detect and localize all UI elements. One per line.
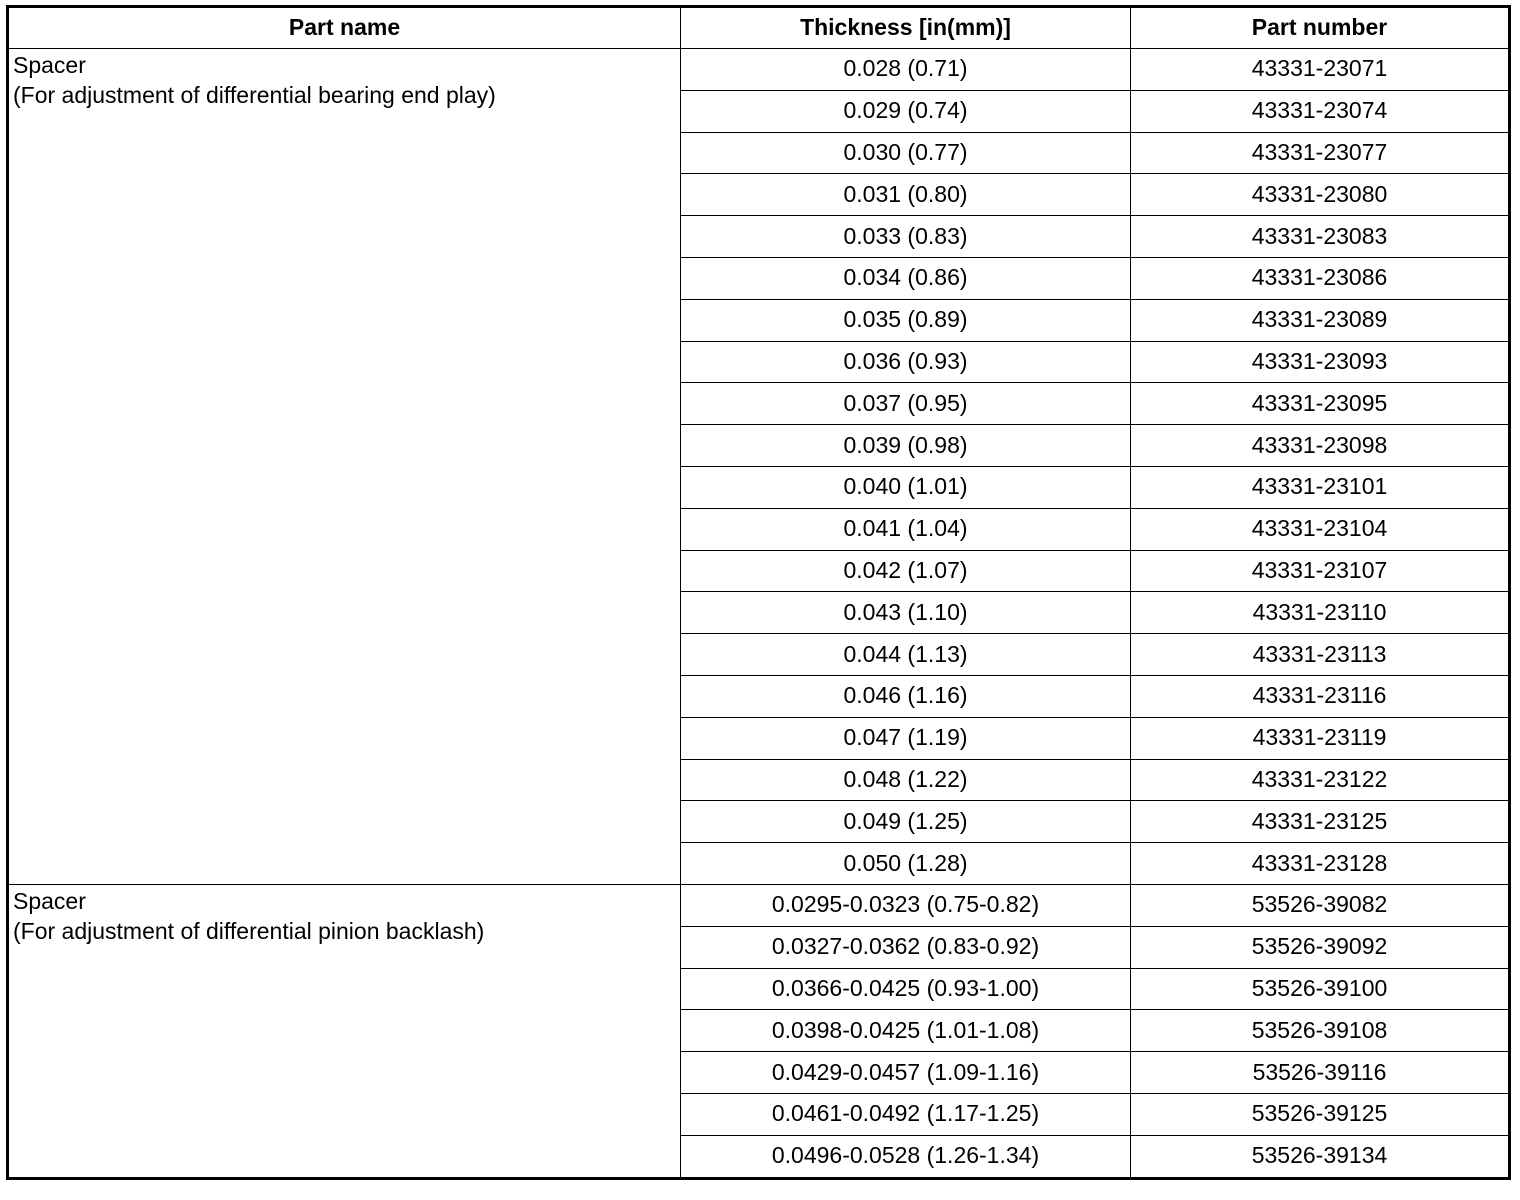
header-thickness: Thickness [in(mm)] [681,7,1131,49]
thickness-cell: 0.041 (1.04) [681,508,1131,550]
thickness-cell: 0.0366-0.0425 (0.93-1.00) [681,968,1131,1010]
thickness-cell: 0.046 (1.16) [681,675,1131,717]
thickness-cell: 0.0461-0.0492 (1.17-1.25) [681,1093,1131,1135]
thickness-cell: 0.0398-0.0425 (1.01-1.08) [681,1010,1131,1052]
part-number-cell: 43331-23125 [1131,801,1510,843]
part-number-cell: 43331-23077 [1131,132,1510,174]
part-number-cell: 43331-23128 [1131,843,1510,885]
part-number-cell: 43331-23083 [1131,216,1510,258]
thickness-cell: 0.031 (0.80) [681,174,1131,216]
part-number-cell: 43331-23093 [1131,341,1510,383]
part-number-cell: 43331-23119 [1131,717,1510,759]
thickness-cell: 0.0429-0.0457 (1.09-1.16) [681,1052,1131,1094]
thickness-cell: 0.029 (0.74) [681,90,1131,132]
thickness-cell: 0.048 (1.22) [681,759,1131,801]
part-number-cell: 43331-23104 [1131,508,1510,550]
table-row [8,884,1510,926]
thickness-cell: 0.037 (0.95) [681,383,1131,425]
part-number-cell: 43331-23107 [1131,550,1510,592]
part-name-cell [8,884,681,1178]
header-part-number: Part number [1131,7,1510,49]
thickness-cell: 0.034 (0.86) [681,257,1131,299]
part-number-cell: 53526-39100 [1131,968,1510,1010]
thickness-cell: 0.049 (1.25) [681,801,1131,843]
header-part-name: Part name [8,7,681,49]
table-body [8,49,1510,1179]
table-row [8,49,1510,91]
part-number-cell: 43331-23080 [1131,174,1510,216]
part-number-cell: 53526-39134 [1131,1135,1510,1178]
thickness-cell: 0.047 (1.19) [681,717,1131,759]
part-description: (For adjustment of differential bearing end play) [13,81,496,108]
part-number-cell: 43331-23095 [1131,383,1510,425]
thickness-cell: 0.0327-0.0362 (0.83-0.92) [681,926,1131,968]
part-number-cell: 43331-23074 [1131,90,1510,132]
thickness-cell: 0.042 (1.07) [681,550,1131,592]
part-number-cell: 53526-39125 [1131,1093,1510,1135]
part-number-cell: 43331-23116 [1131,675,1510,717]
thickness-cell: 0.033 (0.83) [681,216,1131,258]
parts-table [6,5,1511,1180]
part-number-cell: 43331-23086 [1131,257,1510,299]
part-number-cell: 43331-23098 [1131,425,1510,467]
thickness-cell: 0.030 (0.77) [681,132,1131,174]
thickness-cell: 0.028 (0.71) [681,49,1131,91]
part-name: Spacer [13,52,86,78]
part-number-cell: 53526-39116 [1131,1052,1510,1094]
thickness-cell: 0.0496-0.0528 (1.26-1.34) [681,1135,1131,1178]
part-name: Spacer [13,887,86,914]
thickness-cell: 0.040 (1.01) [681,466,1131,508]
part-number-cell: 53526-39092 [1131,926,1510,968]
thickness-cell: 0.035 (0.89) [681,299,1131,341]
table-header [8,7,1510,49]
header-row [8,7,1510,49]
thickness-cell: 0.044 (1.13) [681,634,1131,676]
thickness-cell: 0.036 (0.93) [681,341,1131,383]
part-description: (For adjustment of differential pinion backlash) [13,917,485,944]
thickness-cell: 0.043 (1.10) [681,592,1131,634]
thickness-cell: 0.0295-0.0323 (0.75-0.82) [681,884,1131,926]
part-name-cell [8,49,681,885]
part-number-cell: 43331-23071 [1131,49,1510,91]
thickness-cell: 0.039 (0.98) [681,425,1131,467]
part-number-cell: 43331-23113 [1131,634,1510,676]
part-number-cell: 53526-39082 [1131,884,1510,926]
thickness-cell: 0.050 (1.28) [681,843,1131,885]
part-number-cell: 43331-23101 [1131,466,1510,508]
part-number-cell: 53526-39108 [1131,1010,1510,1052]
part-number-cell: 43331-23110 [1131,592,1510,634]
part-number-cell: 43331-23089 [1131,299,1510,341]
part-number-cell: 43331-23122 [1131,759,1510,801]
